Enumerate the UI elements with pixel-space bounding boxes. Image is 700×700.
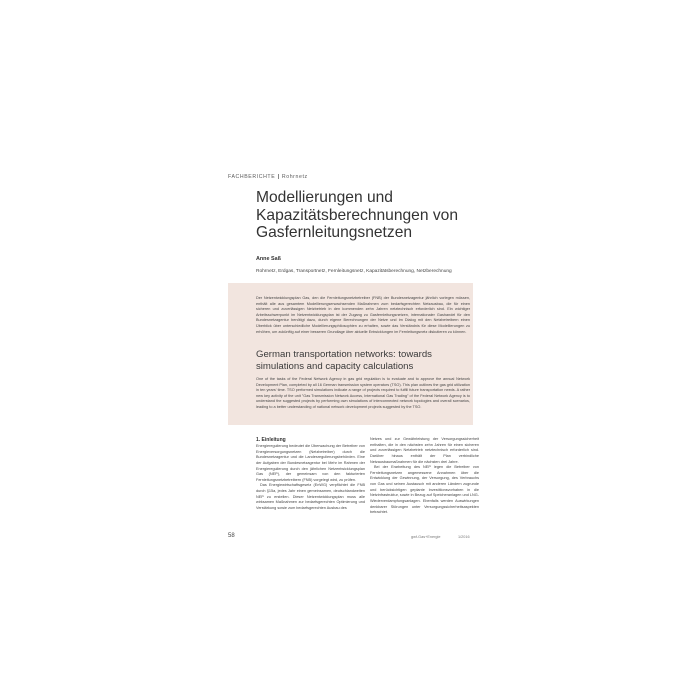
topic-label: Rohrnetz <box>281 174 308 180</box>
body-column-right <box>370 437 479 516</box>
issue-label: 1/2016 <box>458 535 470 539</box>
journal-name: gwf-Gas+Energie <box>411 535 441 539</box>
body-column-left <box>256 437 365 512</box>
abstract-english: One of the tasks of the Federal Network Agency in gas grid regulation is to evaluate and to approve the annual Network Development Plan, completed by all 16 German transmission system operators (TSO). This plan outlines the gas grid utilization in ten years' time. TSO performed simulations indicate a range of projects required to fulfill future transportation needs. A rather new key activity of the unit "Gas Transmission Network Access, International Gas Trading" of the Federal Network Agency is to understand the suggested projects by performing own simulations of interconnected network topologies and overall scenarios, leading to a better understanding of national network development projects suggested by the TSO. <box>256 377 470 409</box>
article-title: Modellierungen und Kapazitätsberechnungen von Gasfernleitungsnetzen <box>256 189 459 241</box>
paragraph: Energieregulierung bedeutet die Überwachung der Betreiber von Energieversorgungsnetzen (Netzbetreiber) durch die Bundesnetzagentur und die Landesregulierungsbehörden. Eine der Aufgaben der Bundesnetzagentur bei Mehr im Rahmen der Energieregulierung durch den jährlichen Netzentwicklungsplan Gas (NEP), der gemeinsam von den fakturierten Fernleitungsnetzbetreibern (FNB) vorgelegt wird, zu prüfen. <box>256 444 365 482</box>
paragraph: Das Energiewirtschaftsgesetz (EnWG) verpflichtet die FNB durch §15a, jedes Jahr einen gemeinsamen, deutschlandweiten NEP zu erstellen. Dieser Netzentwicklungsplan muss alle wirksamen Maßnahmen zur bedarfsgerechten Optimierung und Verstärkung sowie zum bedarfsgerechten Ausbau des <box>256 483 365 510</box>
abstract-german: Der Netzentwicklungsplan Gas, den die Fernleitungsnetzbetreiber (FNB) der Bundesnetzagentur jährlich vorlegen müssen, enthält alle aus gesamtem Modellierungserwachsenden Maßnahmen zum bedarfsgerechten Netzausbau, die für einen sicheren und zuverlässigen Netzbetrieb in den kommenden zehn Jahren netztechnisch erforderlich sind. Ein wichtiger Arbeitsschwerpunkt im Netzentwicklungsplan ist der Zugang zu Gasfernleitungsnetzen, internationaler Gashandel für den Bundesnetzagentur benötigt dazu, durch eigene Berechnungen der Netze und im Dialog mit den Netzbetreibern einen Überblick über unterschiedliche Modellierungsphilosophien zu erhalten, sowie das Verständnis für diese Modellierungen zu erhöhen, um zukünftig auf einer besseren Grundlage über aktuelle Entwicklungen im Fernleitungsnetz diskutieren zu können. <box>256 296 470 334</box>
paragraph: Netzes und zur Gewährleistung der Versorgungssicherheit enthalten, die in den nächsten zehn Jahren für einen sicheren und zuverlässigen Netzbetrieb netztechnisch erforderlich sind. Darüber hinaus enthält der Plan verbindliche Netzausbaumaßnahmen für die nächsten drei Jahre. <box>370 437 479 464</box>
section-heading: 1. Einleitung <box>256 437 286 443</box>
english-title: German transportation networks: towards simulations and capacity calculations <box>256 349 432 372</box>
running-header <box>228 174 308 180</box>
author-name: Anne Saß <box>256 256 281 262</box>
header-divider <box>278 174 279 179</box>
page-number: 58 <box>228 533 235 539</box>
keywords-line: Rohrnetz, Erdgas, Transportnetz, Fernleitungsnetz, Kapazitätsberechnung, Netzberechnung <box>256 269 452 274</box>
paragraph: Bei der Erarbeitung des NEP legen die Betreiber von Fernleitungsnetzen angemessene Annahmen über die Entwicklung der Gewinnung, der Versorgung, des Verbrauchs von Gas und seinen Austausch mit anderen Ländern zugrunde und berücksichtigen geplante Investitionsvorhaben in die Netzinfrastruktur, sowie in Bezug auf Speicheranlagen und LNG-Wiederverdampfungsanlagen. Ebenfalls werden Auswirkungen denkbarer Störungen unter Versorgungssicherheitsaspekten betrachtet. <box>370 465 479 515</box>
section-label: FACHBERICHTE <box>228 174 276 180</box>
